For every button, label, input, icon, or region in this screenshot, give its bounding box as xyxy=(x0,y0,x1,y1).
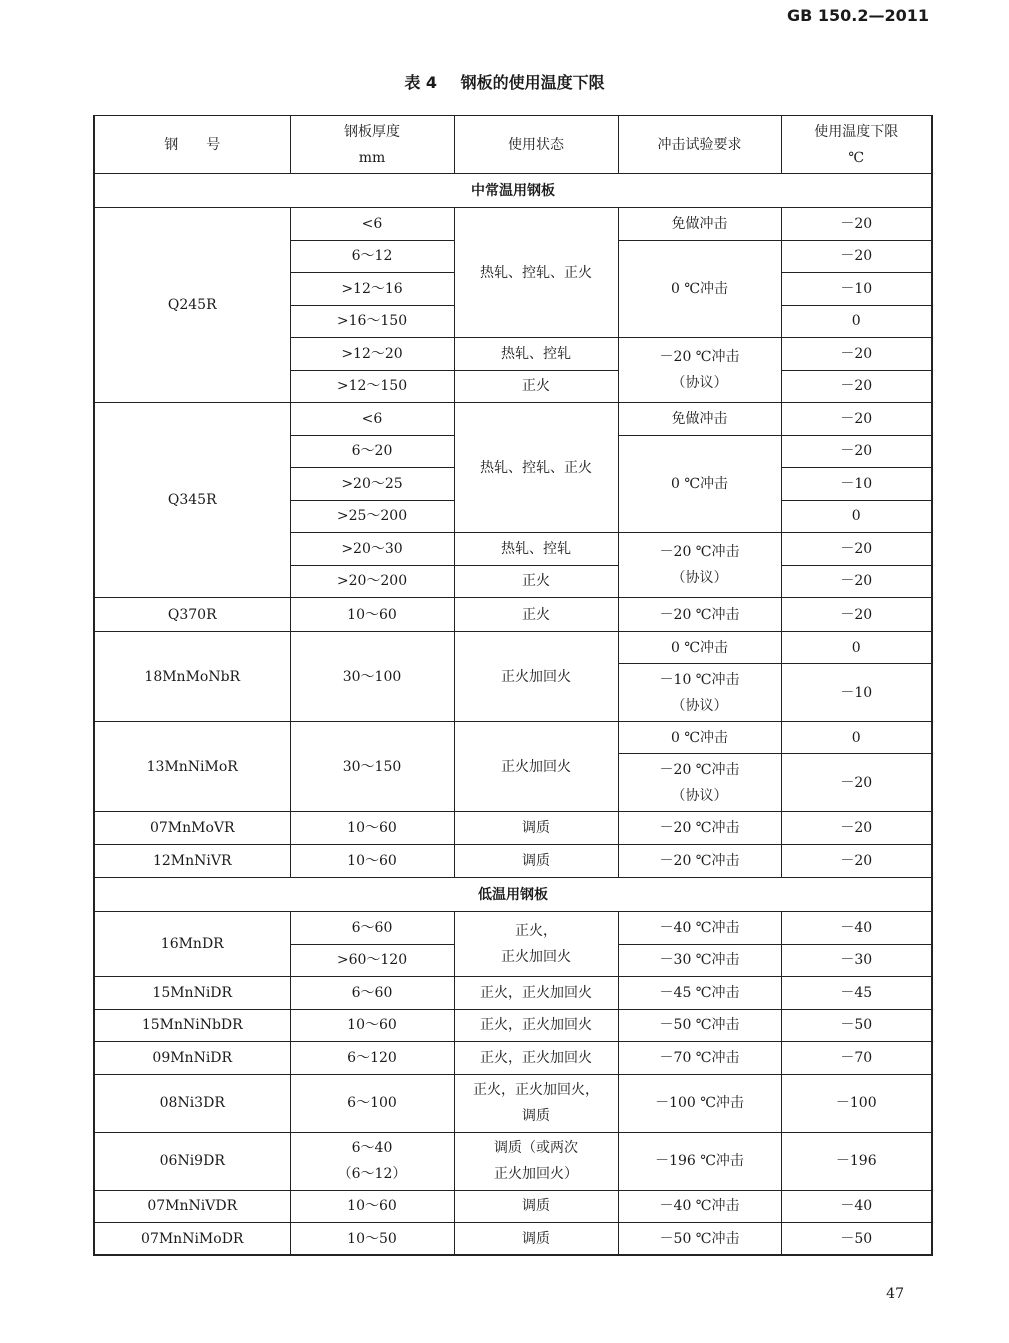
table-row xyxy=(94,812,932,845)
impact-cell: －50 ℃冲击 xyxy=(618,1009,781,1042)
condition-cell: 正火，正火加回火 xyxy=(454,1009,618,1042)
impact-cell: －30 ℃冲击 xyxy=(618,944,781,977)
impact-cell: －50 ℃冲击 xyxy=(618,1223,781,1256)
table-row xyxy=(94,722,932,754)
thickness-cell: 6～120 xyxy=(290,1042,454,1075)
temp-cell: －45 xyxy=(781,977,932,1010)
thickness-cell: 6～12 xyxy=(290,240,454,273)
impact-note: （协议） xyxy=(671,570,728,586)
impact-cell: －100 ℃冲击 xyxy=(618,1074,781,1132)
col-header-grade: 钢 号 xyxy=(94,116,290,174)
impact-note: （协议） xyxy=(671,697,728,714)
impact-cell xyxy=(618,664,781,722)
condition-cell xyxy=(454,1074,618,1132)
thickness-cell: 10～60 xyxy=(290,1190,454,1223)
condition-cell: 调质 xyxy=(454,1223,618,1256)
col-header-impact: 冲击试验要求 xyxy=(618,116,781,174)
temp-cell: －20 xyxy=(781,403,932,436)
condition-cell: 调质 xyxy=(454,1190,618,1223)
impact-text: －20 ℃冲击 xyxy=(659,349,740,365)
condition-cell: 正火，正火加回火 xyxy=(454,1042,618,1075)
condition-line: 正火加回火） xyxy=(494,1166,578,1182)
condition-cell: 热轧、控轧、正火 xyxy=(454,208,618,338)
thickness-cell: 30～100 xyxy=(290,632,454,722)
grade-cell: 12MnNiVR xyxy=(94,845,290,878)
condition-cell: 调质 xyxy=(454,812,618,845)
impact-cell: －196 ℃冲击 xyxy=(618,1132,781,1190)
grade-cell: 16MnDR xyxy=(94,912,290,977)
section-row xyxy=(94,878,932,912)
thickness-cell: <6 xyxy=(290,208,454,241)
grade-cell: 15MnNiNbDR xyxy=(94,1009,290,1042)
impact-cell: －20 ℃冲击 xyxy=(618,598,781,632)
table-row xyxy=(94,912,932,945)
table-row xyxy=(94,632,932,664)
temp-cell: －20 xyxy=(781,533,932,566)
section-medium-temp: 中常温用钢板 xyxy=(94,174,932,208)
impact-cell xyxy=(618,754,781,812)
thickness-cell: <6 xyxy=(290,403,454,436)
col-header-thickness-label: 钢板厚度 xyxy=(344,123,400,140)
col-header-thickness xyxy=(290,116,454,174)
grade-cell: 18MnMoNbR xyxy=(94,632,290,722)
condition-cell: 热轧、控轧、正火 xyxy=(454,403,618,533)
temp-cell: －50 xyxy=(781,1009,932,1042)
impact-cell: 免做冲击 xyxy=(618,403,781,436)
thickness-cell: >20～25 xyxy=(290,468,454,501)
thickness-cell: 6～60 xyxy=(290,912,454,945)
condition-cell xyxy=(454,1132,618,1190)
impact-cell: －70 ℃冲击 xyxy=(618,1042,781,1075)
impact-cell: 0 ℃冲击 xyxy=(618,435,781,533)
impact-note: （协议） xyxy=(671,375,728,391)
thickness-cell: 10～60 xyxy=(290,598,454,632)
grade-cell: 07MnNiVDR xyxy=(94,1190,290,1223)
thickness-cell: 10～60 xyxy=(290,845,454,878)
condition-cell: 正火，正火加回火 xyxy=(454,977,618,1010)
grade-cell: Q345R xyxy=(94,403,290,598)
col-header-thickness-unit: mm xyxy=(358,149,386,166)
condition-cell: 调质 xyxy=(454,845,618,878)
temp-cell: －30 xyxy=(781,944,932,977)
impact-text: －20 ℃冲击 xyxy=(659,544,740,560)
col-header-condition: 使用状态 xyxy=(454,116,618,174)
temp-cell: －20 xyxy=(781,435,932,468)
col-header-min-temp-unit: ℃ xyxy=(848,149,865,166)
thickness-cell: >20～200 xyxy=(290,565,454,598)
condition-line: 正火， xyxy=(515,923,557,939)
impact-cell: －45 ℃冲击 xyxy=(618,977,781,1010)
condition-line: 正火，正火加回火， xyxy=(473,1082,599,1098)
table-row xyxy=(94,845,932,878)
condition-cell: 正火加回火 xyxy=(454,722,618,812)
col-header-min-temp xyxy=(781,116,932,174)
impact-cell xyxy=(618,533,781,598)
thickness-line: 6～40 xyxy=(351,1140,393,1156)
temp-cell: －20 xyxy=(781,208,932,241)
thickness-cell: >12～150 xyxy=(290,370,454,403)
table-row xyxy=(94,1042,932,1075)
thickness-cell: 6～20 xyxy=(290,435,454,468)
temp-cell: －20 xyxy=(781,754,932,812)
temp-cell: 0 xyxy=(781,632,932,664)
grade-cell: Q245R xyxy=(94,208,290,403)
temp-cell: －10 xyxy=(781,468,932,501)
grade-cell: 08Ni3DR xyxy=(94,1074,290,1132)
thickness-cell: 10～60 xyxy=(290,1009,454,1042)
impact-cell: －40 ℃冲击 xyxy=(618,912,781,945)
table-row xyxy=(94,598,932,632)
temp-cell: －50 xyxy=(781,1223,932,1256)
page-number: 47 xyxy=(886,1286,904,1302)
condition-line: 调质 xyxy=(522,1108,550,1124)
condition-line: 正火加回火 xyxy=(501,949,571,965)
table-number: 表 4 xyxy=(404,73,438,92)
condition-cell: 正火 xyxy=(454,598,618,632)
grade-cell: 07MnNiMoDR xyxy=(94,1223,290,1256)
temp-cell: －100 xyxy=(781,1074,932,1132)
section-low-temp: 低温用钢板 xyxy=(94,878,932,912)
grade-cell: Q370R xyxy=(94,598,290,632)
thickness-cell xyxy=(290,1132,454,1190)
table-row xyxy=(94,977,932,1010)
thickness-line: （6～12） xyxy=(337,1166,407,1182)
condition-cell: 正火 xyxy=(454,565,618,598)
table-row xyxy=(94,208,932,241)
thickness-cell: >12～20 xyxy=(290,338,454,371)
table-row xyxy=(94,1190,932,1223)
thickness-cell: 6～100 xyxy=(290,1074,454,1132)
impact-note: （协议） xyxy=(671,787,728,804)
table-caption: 钢板的使用温度下限 xyxy=(460,73,605,92)
condition-cell xyxy=(454,912,618,977)
temp-cell: －20 xyxy=(781,598,932,632)
table-row xyxy=(94,1132,932,1190)
grade-cell: 09MnNiDR xyxy=(94,1042,290,1075)
condition-cell: 正火加回火 xyxy=(454,632,618,722)
steel-plate-temperature-table xyxy=(93,115,933,1256)
temp-cell: －20 xyxy=(781,240,932,273)
temp-cell: －20 xyxy=(781,370,932,403)
table-title xyxy=(0,70,1009,93)
temp-cell: －196 xyxy=(781,1132,932,1190)
standard-code: GB 150.2—2011 xyxy=(786,6,929,25)
condition-cell: 热轧、控轧 xyxy=(454,338,618,371)
thickness-cell: 30～150 xyxy=(290,722,454,812)
thickness-cell: >16～150 xyxy=(290,305,454,338)
temp-cell: －20 xyxy=(781,338,932,371)
temp-cell: －40 xyxy=(781,912,932,945)
grade-cell: 07MnMoVR xyxy=(94,812,290,845)
impact-cell: －20 ℃冲击 xyxy=(618,845,781,878)
impact-cell: －40 ℃冲击 xyxy=(618,1190,781,1223)
thickness-cell: 10～60 xyxy=(290,812,454,845)
grade-cell: 13MnNiMoR xyxy=(94,722,290,812)
table-row xyxy=(94,403,932,436)
temp-cell: －10 xyxy=(781,664,932,722)
temp-cell: －20 xyxy=(781,812,932,845)
impact-text: －10 ℃冲击 xyxy=(659,671,740,688)
table-row xyxy=(94,1074,932,1132)
impact-cell: 0 ℃冲击 xyxy=(618,240,781,338)
thickness-cell: >12～16 xyxy=(290,273,454,306)
temp-cell: 0 xyxy=(781,305,932,338)
thickness-cell: 10～50 xyxy=(290,1223,454,1256)
temp-cell: －20 xyxy=(781,845,932,878)
temp-cell: －70 xyxy=(781,1042,932,1075)
temp-cell: 0 xyxy=(781,722,932,754)
impact-cell: 0 ℃冲击 xyxy=(618,722,781,754)
impact-cell: －20 ℃冲击 xyxy=(618,812,781,845)
temp-cell: 0 xyxy=(781,500,932,533)
temp-cell: －10 xyxy=(781,273,932,306)
thickness-cell: >25～200 xyxy=(290,500,454,533)
grade-cell: 06Ni9DR xyxy=(94,1132,290,1190)
temp-cell: －20 xyxy=(781,565,932,598)
grade-cell: 15MnNiDR xyxy=(94,977,290,1010)
condition-line: 调质（或两次 xyxy=(494,1140,578,1156)
impact-text: －20 ℃冲击 xyxy=(659,761,740,778)
temp-cell: －40 xyxy=(781,1190,932,1223)
thickness-cell: >20～30 xyxy=(290,533,454,566)
table-row xyxy=(94,1009,932,1042)
condition-cell: 正火 xyxy=(454,370,618,403)
thickness-cell: >60～120 xyxy=(290,944,454,977)
impact-cell xyxy=(618,338,781,403)
impact-cell: 0 ℃冲击 xyxy=(618,632,781,664)
thickness-cell: 6～60 xyxy=(290,977,454,1010)
header-row xyxy=(94,116,932,174)
table-row xyxy=(94,1223,932,1256)
impact-cell: 免做冲击 xyxy=(618,208,781,241)
col-header-min-temp-label: 使用温度下限 xyxy=(814,123,899,140)
condition-cell: 热轧、控轧 xyxy=(454,533,618,566)
section-row xyxy=(94,174,932,208)
